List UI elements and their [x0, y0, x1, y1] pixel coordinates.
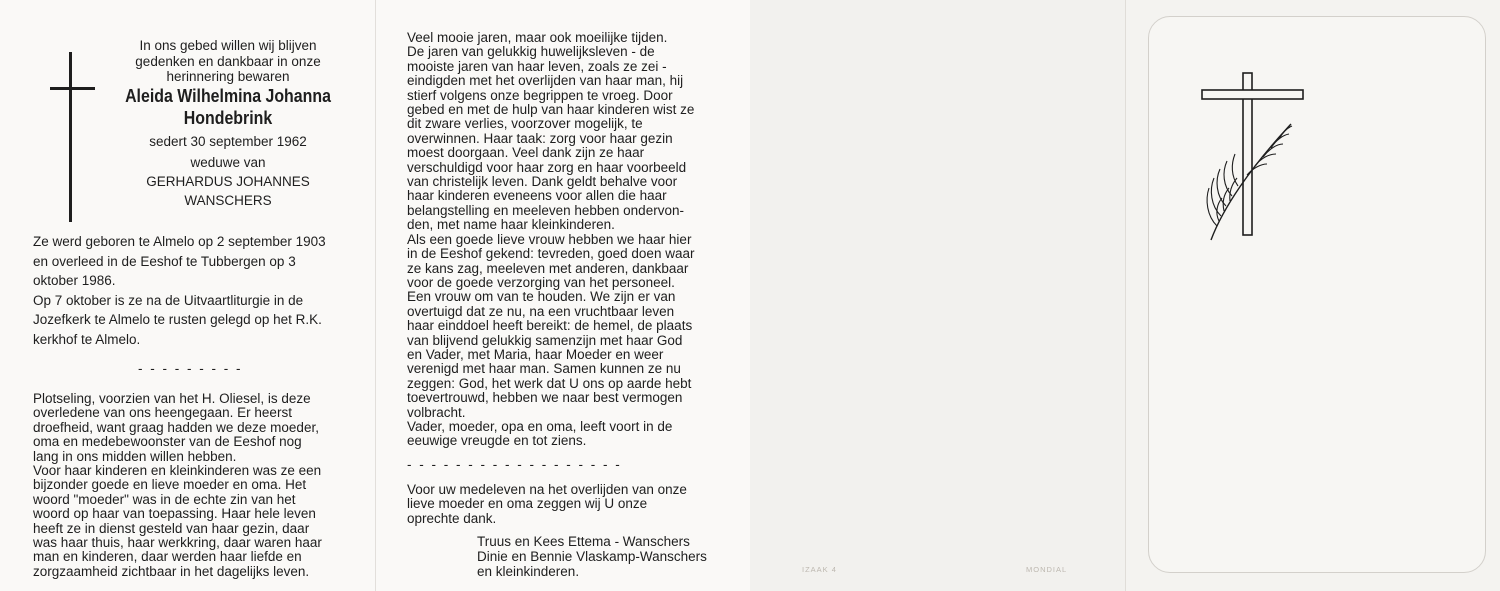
widow-of: weduwe van [190, 155, 266, 170]
body-line: overwinnen. Haar taak: zorg voor haar gezin [407, 130, 673, 146]
body-line: Een vrouw om van te houden. We zijn er van [407, 289, 676, 305]
body-line: zorgzaamheid zichtbaar in het dagelijks leven. [33, 563, 310, 579]
body-line: Veel mooie jaren, maar ook moeilijke tijden. [407, 30, 668, 45]
cross-icon [69, 52, 72, 222]
imprint-left: IZAAK 4 [802, 565, 837, 574]
body-line: moest doorgaan. Veel dank zijn ze haar [407, 145, 645, 161]
body-line: in de Eeshof gekend: tevreden, goed doen waar [407, 246, 695, 262]
cross-icon-bar [50, 87, 95, 90]
intro-line: gedenken en dankbaar in onze [135, 54, 321, 69]
body-line: De jaren van gelukkig huwelijksleven - de [407, 44, 655, 60]
birth-line: Ze werd geboren te Almelo op 2 september 1903 [33, 234, 326, 249]
intro-line: herinnering bewaren [166, 69, 290, 84]
body-line: bijzonder goede en lieve moeder en oma. Het [33, 477, 307, 493]
birth-line: en overleed in de Eeshof te Tubbergen op 3 [33, 253, 296, 269]
back-panel [750, 0, 1125, 591]
husband-surname: WANSCHERS [184, 193, 272, 208]
body-line: van blijvend gelukkig samenzijn met haar God [407, 332, 683, 348]
deceased-name: Aleida Wilhelmina Johanna [125, 85, 331, 106]
husband-name: GERHARDUS JOHANNES [146, 174, 310, 189]
body-line: Plotseling, voorzien van het H. Oliesel, is deze [33, 391, 311, 406]
since-date: sedert 30 september 1962 [149, 134, 307, 149]
body-line: dit zware verlies, voorzover mogelijk, te [407, 116, 643, 132]
body-line: den, met name haar kleinkinderen. [407, 217, 615, 233]
birth-text [33, 232, 343, 349]
body-line: en Vader, met Maria, haar Moeder en weer [407, 346, 664, 362]
body-line: eeuwige vreugde en tot ziens. [407, 433, 587, 449]
body-line: gebed en met de hulp van haar kinderen wist ze [407, 102, 695, 118]
body-line: verenigd met haar man. Samen kunnen ze nu [407, 361, 681, 377]
body-line: droefheid, want graag hadden we deze moeder, [33, 419, 319, 435]
thanks-line: lieve moeder en oma zeggen wij U onze [407, 496, 648, 512]
body-line: man en kinderen, daar werden haar liefde en [33, 549, 302, 565]
body-line: Vader, moeder, opa en oma, leeft voort in de [407, 418, 673, 434]
body-line: zeggen: God, het werk dat U ons op aarde hebt [407, 375, 692, 391]
body-line: eindigden met het overlijden van haar man, hij [407, 73, 684, 89]
divider: - - - - - - - - - - - - - - - - - - [407, 457, 622, 472]
thanks-line: Voor uw medeleven na het overlijden van onze [407, 482, 687, 497]
body-line: toevertrouwd, hebben we naar best vermogen [407, 390, 683, 406]
body-line: volbracht. [407, 404, 466, 420]
memorial-text [407, 31, 717, 449]
body-line: Als een goede lieve vrouw hebben we haar hier [407, 231, 692, 247]
body-line: was haar thuis, haar werkkring, daar waren haar [33, 535, 322, 551]
signature-line: Truus en Kees Ettema - Wanschers [477, 534, 690, 549]
cross-with-palm-icon [1195, 68, 1310, 243]
imprint-right: MONDIAL [1026, 565, 1068, 574]
birth-line: kerkhof te Almelo. [33, 331, 141, 347]
birth-line: Jozefkerk te Almelo te rusten gelegd op het R.K. [33, 312, 322, 327]
body-line: haar kinderen eveneens voor allen die haar [407, 188, 667, 204]
body-line: ze kans zag, meeleven met anderen, dankbaar [407, 260, 689, 276]
birth-line: Op 7 oktober is ze na de Uitvaartliturgie in de [33, 292, 304, 308]
middle-panel [375, 0, 751, 591]
thanks-text [407, 483, 717, 526]
body-line: woord "moeder" was in de echte zin van het [33, 491, 296, 507]
body-line: haar einddoel heeft bereikt: de hemel, de plaats [407, 318, 693, 334]
body-line: overtuigd dat ze nu, na een vruchtbaar leven [407, 303, 675, 319]
body-text [33, 392, 342, 579]
intro-line: In ons gebed willen wij blijven [139, 38, 317, 53]
body-line: verschuldigd voor haar zorg en haar voorbeeld [407, 159, 687, 175]
divider: - - - - - - - - - [138, 361, 243, 376]
signature-line: en kleinkinderen. [477, 564, 580, 579]
birth-line: oktober 1986. [33, 273, 116, 288]
body-line: woord op haar van toepassing. Haar hele leven [33, 506, 316, 522]
deceased-surname: Hondebrink [183, 107, 273, 128]
body-line: stierf volgens onze begrippen te vroeg. Door [407, 87, 673, 103]
body-line: belangstelling en meeleven hebben ondervon- [407, 202, 684, 218]
body-line: mooiste jaren van haar leven, zoals ze zei - [407, 58, 667, 74]
body-line: van christelijk leven. Dank geldt behalve voor [407, 174, 678, 190]
body-line: Voor haar kinderen en kleinkinderen was ze een [33, 463, 322, 479]
body-line: lang in ons midden willen hebben. [33, 448, 237, 464]
left-panel [0, 0, 375, 591]
body-line: voor de goede verzorging van het personeel. [407, 274, 675, 290]
body-line: oma en medebewoonster van de Eeshof nog [33, 434, 302, 450]
signature [477, 534, 707, 579]
thanks-line: oprechte dank. [407, 510, 497, 526]
signature-line: Dinie en Bennie Vlaskamp-Wanschers [477, 549, 707, 564]
body-line: overledene van ons heengegaan. Er heerst [33, 405, 292, 421]
body-line: heeft ze in dienst gesteld van haar gezin, daar [33, 520, 310, 536]
